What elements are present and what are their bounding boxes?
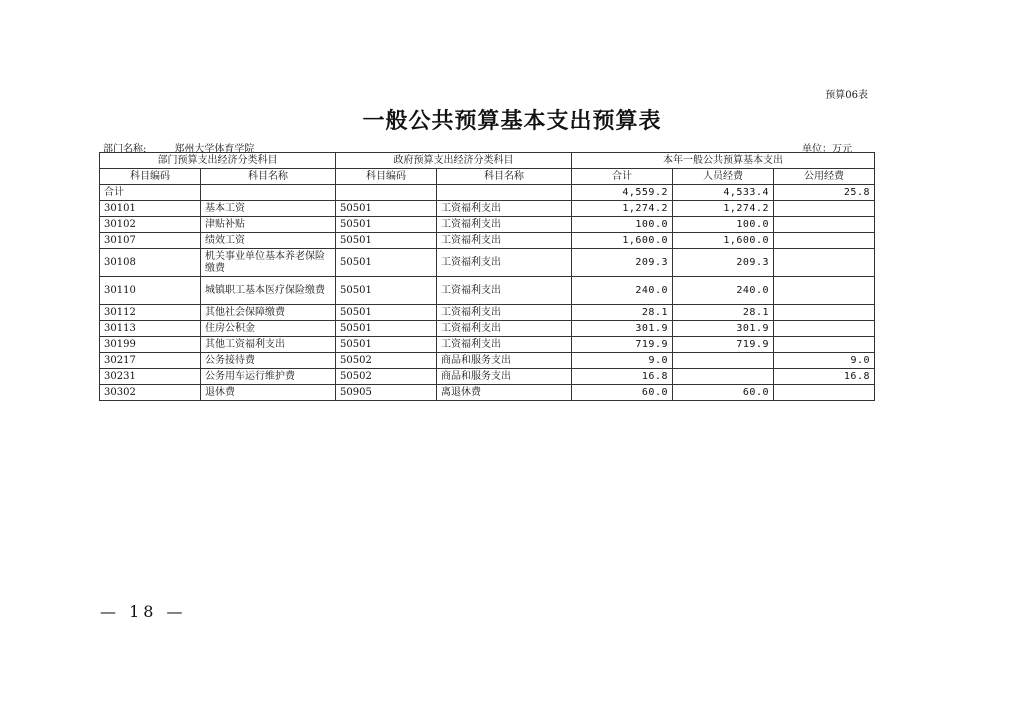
table-row <box>100 233 875 249</box>
header-gov-group: 政府预算支出经济分类科目 <box>336 153 572 169</box>
cell-public <box>774 305 875 321</box>
cell-code1: 30108 <box>100 249 201 277</box>
cell-code1: 30302 <box>100 385 201 401</box>
cell-public <box>774 217 875 233</box>
cell-total: 60.0 <box>572 385 673 401</box>
total-row <box>100 185 875 201</box>
cell-public <box>774 321 875 337</box>
cell-personnel: 1,600.0 <box>673 233 774 249</box>
header-public: 公用经费 <box>774 169 875 185</box>
cell-personnel: 240.0 <box>673 277 774 305</box>
cell-name2: 工资福利支出 <box>437 249 572 277</box>
header-code2: 科目编码 <box>336 169 437 185</box>
cell-code2: 50501 <box>336 201 437 217</box>
cell-public <box>774 337 875 353</box>
cell-public: 9.0 <box>774 353 875 369</box>
cell-code1: 30199 <box>100 337 201 353</box>
cell-code2: 50501 <box>336 305 437 321</box>
table-row <box>100 217 875 233</box>
table-row <box>100 321 875 337</box>
table-row <box>100 305 875 321</box>
cell-name2: 商品和服务支出 <box>437 353 572 369</box>
cell-public: 16.8 <box>774 369 875 385</box>
table-row <box>100 337 875 353</box>
department-label: 部门名称: <box>103 144 147 155</box>
cell-personnel <box>673 369 774 385</box>
cell-personnel: 209.3 <box>673 249 774 277</box>
cell-total: 240.0 <box>572 277 673 305</box>
cell-code2: 50501 <box>336 249 437 277</box>
page-number: — 18 — <box>100 602 187 621</box>
table-row <box>100 249 875 277</box>
cell-total: 1,600.0 <box>572 233 673 249</box>
cell-public <box>774 249 875 277</box>
cell-personnel: 301.9 <box>673 321 774 337</box>
cell-code1: 30101 <box>100 201 201 217</box>
cell-total: 28.1 <box>572 305 673 321</box>
cell-name2: 离退休费 <box>437 385 572 401</box>
cell-personnel: 60.0 <box>673 385 774 401</box>
cell-name2: 商品和服务支出 <box>437 369 572 385</box>
cell-personnel: 719.9 <box>673 337 774 353</box>
cell-code2: 50501 <box>336 321 437 337</box>
cell-code1: 30112 <box>100 305 201 321</box>
header-column-row <box>100 169 875 185</box>
cell-name1: 其他工资福利支出 <box>201 337 336 353</box>
cell-name2: 工资福利支出 <box>437 217 572 233</box>
cell-name2: 工资福利支出 <box>437 233 572 249</box>
cell-name2: 工资福利支出 <box>437 201 572 217</box>
cell-total: 301.9 <box>572 321 673 337</box>
cell-public <box>774 201 875 217</box>
cell-name1: 绩效工资 <box>201 233 336 249</box>
cell-name1: 其他社会保障缴费 <box>201 305 336 321</box>
cell-name2: 工资福利支出 <box>437 321 572 337</box>
cell-name1: 基本工资 <box>201 201 336 217</box>
cell-name1: 住房公积金 <box>201 321 336 337</box>
cell-total: 719.9 <box>572 337 673 353</box>
cell-code1: 30217 <box>100 353 201 369</box>
table-row <box>100 277 875 305</box>
cell-total: 9.0 <box>572 353 673 369</box>
cell-code2: 50501 <box>336 217 437 233</box>
header-personnel: 人员经费 <box>673 169 774 185</box>
cell-code2: 50502 <box>336 369 437 385</box>
cell-personnel: 1,274.2 <box>673 201 774 217</box>
total-sum: 4,559.2 <box>572 185 673 201</box>
cell-total: 1,274.2 <box>572 201 673 217</box>
cell-public <box>774 385 875 401</box>
cell-name1: 公务用车运行维护费 <box>201 369 336 385</box>
cell-code1: 30107 <box>100 233 201 249</box>
cell-name1: 公务接待费 <box>201 353 336 369</box>
cell-code2: 50905 <box>336 385 437 401</box>
unit-label: 单位：万元 <box>802 144 852 155</box>
cell-name2: 工资福利支出 <box>437 305 572 321</box>
cell-personnel: 28.1 <box>673 305 774 321</box>
form-code: 预算06表 <box>825 90 868 101</box>
cell-name1: 城镇职工基本医疗保险缴费 <box>201 277 336 305</box>
header-year-group: 本年一般公共预算基本支出 <box>572 153 875 169</box>
table-row <box>100 353 875 369</box>
total-personnel: 4,533.4 <box>673 185 774 201</box>
cell-code2: 50501 <box>336 277 437 305</box>
cell-name2: 工资福利支出 <box>437 277 572 305</box>
page-title: 一般公共预算基本支出预算表 <box>362 108 662 134</box>
table-row <box>100 369 875 385</box>
department-name: 郑州大学体育学院 <box>174 144 255 155</box>
cell-code1: 30231 <box>100 369 201 385</box>
total-public: 25.8 <box>774 185 875 201</box>
total-label: 合计 <box>100 185 201 201</box>
cell-total: 16.8 <box>572 369 673 385</box>
cell-name2: 工资福利支出 <box>437 337 572 353</box>
header-dept-group: 部门预算支出经济分类科目 <box>100 153 336 169</box>
header-group-row <box>100 153 875 169</box>
cell-name1: 机关事业单位基本养老保险缴费 <box>201 249 336 277</box>
table-row <box>100 385 875 401</box>
budget-table <box>99 152 875 401</box>
table-row <box>100 201 875 217</box>
cell-code1: 30113 <box>100 321 201 337</box>
header-code1: 科目编码 <box>100 169 201 185</box>
cell-total: 209.3 <box>572 249 673 277</box>
cell-code2: 50501 <box>336 337 437 353</box>
cell-public <box>774 277 875 305</box>
cell-name1: 津贴补贴 <box>201 217 336 233</box>
cell-code2: 50501 <box>336 233 437 249</box>
cell-name1: 退休费 <box>201 385 336 401</box>
cell-public <box>774 233 875 249</box>
cell-total: 100.0 <box>572 217 673 233</box>
header-name2: 科目名称 <box>437 169 572 185</box>
cell-personnel <box>673 353 774 369</box>
cell-code2: 50502 <box>336 353 437 369</box>
header-name1: 科目名称 <box>201 169 336 185</box>
cell-code1: 30102 <box>100 217 201 233</box>
cell-code1: 30110 <box>100 277 201 305</box>
header-total: 合计 <box>572 169 673 185</box>
cell-personnel: 100.0 <box>673 217 774 233</box>
